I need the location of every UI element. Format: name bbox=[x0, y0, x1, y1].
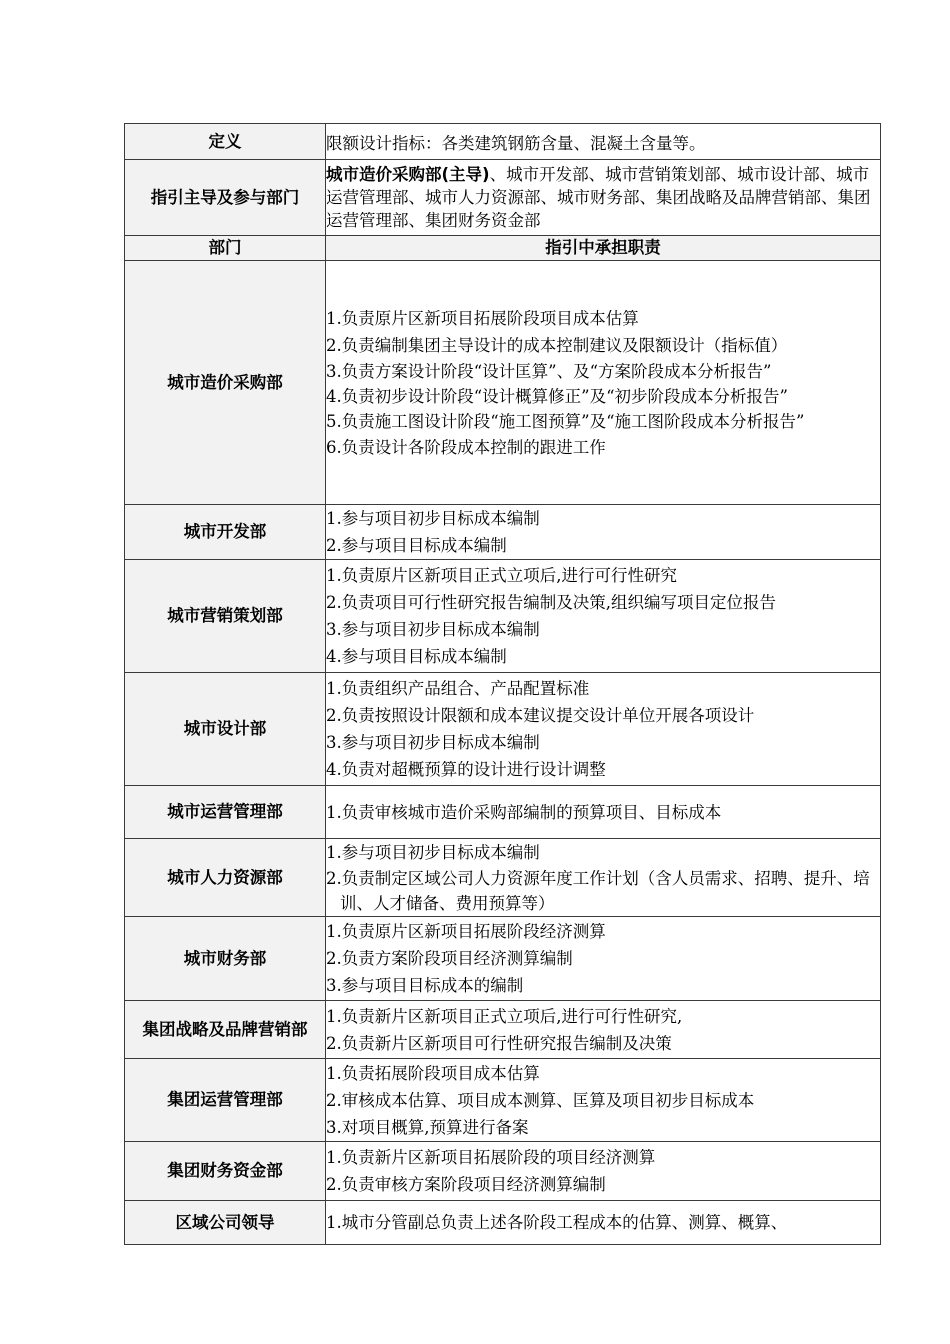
list-item: 4.参与项目目标成本编制 bbox=[326, 647, 507, 666]
dept-name: 城市造价采购部 bbox=[125, 261, 326, 505]
definition-row bbox=[125, 124, 881, 160]
guide-row bbox=[125, 160, 881, 236]
list-item: 1.负责原片区新项目正式立项后,进行可行性研究 bbox=[326, 566, 677, 585]
duty-list bbox=[326, 1142, 881, 1201]
dept-name: 区域公司领导 bbox=[125, 1201, 326, 1245]
table-row bbox=[125, 917, 881, 1001]
responsibility-table bbox=[124, 123, 881, 1245]
table-row bbox=[125, 1059, 881, 1142]
table-row bbox=[125, 505, 881, 560]
dept-name: 城市运营管理部 bbox=[125, 786, 326, 839]
duty-list bbox=[326, 261, 881, 505]
list-item: 3.参与项目目标成本的编制 bbox=[326, 976, 524, 995]
list-item: 6.负责设计各阶段成本控制的跟进工作 bbox=[326, 437, 606, 457]
list-item: 1.参与项目初步目标成本编制 bbox=[326, 843, 540, 862]
list-item: 1.负责新片区新项目正式立项后,进行可行性研究, bbox=[326, 1006, 683, 1026]
list-item: 1.负责原片区新项目拓展阶段经济测算 bbox=[326, 922, 606, 941]
list-item: 3.参与项目初步目标成本编制 bbox=[326, 733, 540, 752]
duty-list bbox=[326, 1001, 881, 1059]
header-duties: 指引中承担职责 bbox=[326, 236, 881, 261]
list-item: 1.负责审核城市造价采购部编制的预算项目、目标成本 bbox=[326, 802, 722, 822]
dept-name: 城市设计部 bbox=[125, 673, 326, 786]
dept-name: 城市开发部 bbox=[125, 505, 326, 560]
header-dept: 部门 bbox=[125, 236, 326, 261]
table-row bbox=[125, 839, 881, 917]
list-item: 2.负责编制集团主导设计的成本控制建议及限额设计（指标值） bbox=[326, 335, 788, 355]
list-item: 2.负责方案阶段项目经济测算编制 bbox=[326, 949, 573, 968]
guide-other-departments: 、城市开发部、城市营销策划部、城市设计部、城市运营管理部、城市人力资源部、城市财务部、集团战略及品牌营销部、集团运营管理部、集团财务资金部 bbox=[326, 165, 871, 230]
duty-list bbox=[326, 1059, 881, 1142]
list-item: 2.负责审核方案阶段项目经济测算编制 bbox=[326, 1175, 606, 1194]
list-item: 2.参与项目目标成本编制 bbox=[326, 536, 507, 555]
dept-name: 城市财务部 bbox=[125, 917, 326, 1001]
duty-list bbox=[326, 917, 881, 1001]
duty-list bbox=[326, 505, 881, 560]
list-item: 5.负责施工图设计阶段“施工图预算”及“施工图阶段成本分析报告” bbox=[326, 411, 805, 431]
list-item: 4.负责对超概预算的设计进行设计调整 bbox=[326, 760, 606, 779]
duty-list bbox=[326, 786, 881, 839]
duty-list bbox=[326, 560, 881, 673]
list-item: 2.审核成本估算、项目成本测算、匡算及项目初步目标成本 bbox=[326, 1090, 755, 1110]
list-item: 3.对项目概算,预算进行备案 bbox=[326, 1117, 529, 1137]
table-row bbox=[125, 786, 881, 839]
list-item: 1.城市分管副总负责上述各阶段工程成本的估算、测算、概算、 bbox=[326, 1213, 788, 1232]
dept-name: 城市营销策划部 bbox=[125, 560, 326, 673]
list-item: 2.负责新片区新项目可行性研究报告编制及决策 bbox=[326, 1033, 672, 1053]
duty-list bbox=[326, 839, 881, 917]
table-row bbox=[125, 560, 881, 673]
list-item: 1.参与项目初步目标成本编制 bbox=[326, 509, 540, 528]
list-item: 1.负责原片区新项目拓展阶段项目成本估算 bbox=[326, 308, 639, 328]
table-row bbox=[125, 1142, 881, 1201]
list-item: 1.负责新片区新项目拓展阶段的项目经济测算 bbox=[326, 1148, 656, 1167]
dept-name: 集团财务资金部 bbox=[125, 1142, 326, 1201]
definition-text: 限额设计指标：各类建筑钢筋含量、混凝土含量等。 bbox=[326, 124, 881, 160]
dept-name: 集团战略及品牌营销部 bbox=[125, 1001, 326, 1059]
guide-departments bbox=[326, 160, 881, 236]
table-row bbox=[125, 261, 881, 505]
guide-lead-department: 城市造价采购部(主导) bbox=[326, 165, 490, 184]
list-item: 2.负责制定区域公司人力资源年度工作计划（含人员需求、招聘、提升、培训、人才储备、费用预算等） bbox=[326, 869, 870, 913]
duty-list bbox=[326, 1201, 881, 1245]
list-item: 3.负责方案设计阶段“设计匡算”、及“方案阶段成本分析报告” bbox=[326, 361, 772, 381]
list-item: 1.负责拓展阶段项目成本估算 bbox=[326, 1063, 540, 1083]
dept-name: 集团运营管理部 bbox=[125, 1059, 326, 1142]
list-item: 4.负责初步设计阶段“设计概算修正”及“初步阶段成本分析报告” bbox=[326, 386, 788, 406]
table-row bbox=[125, 673, 881, 786]
definition-label: 定义 bbox=[125, 124, 326, 160]
list-item: 3.参与项目初步目标成本编制 bbox=[326, 620, 540, 639]
list-item: 2.负责项目可行性研究报告编制及决策,组织编写项目定位报告 bbox=[326, 593, 776, 612]
list-item: 2.负责按照设计限额和成本建议提交设计单位开展各项设计 bbox=[326, 706, 755, 725]
table-row bbox=[125, 1001, 881, 1059]
header-row bbox=[125, 236, 881, 261]
list-item: 1.负责组织产品组合、产品配置标准 bbox=[326, 679, 590, 698]
dept-name: 城市人力资源部 bbox=[125, 839, 326, 917]
duty-list bbox=[326, 673, 881, 786]
guide-label: 指引主导及参与部门 bbox=[125, 160, 326, 236]
table-row bbox=[125, 1201, 881, 1245]
